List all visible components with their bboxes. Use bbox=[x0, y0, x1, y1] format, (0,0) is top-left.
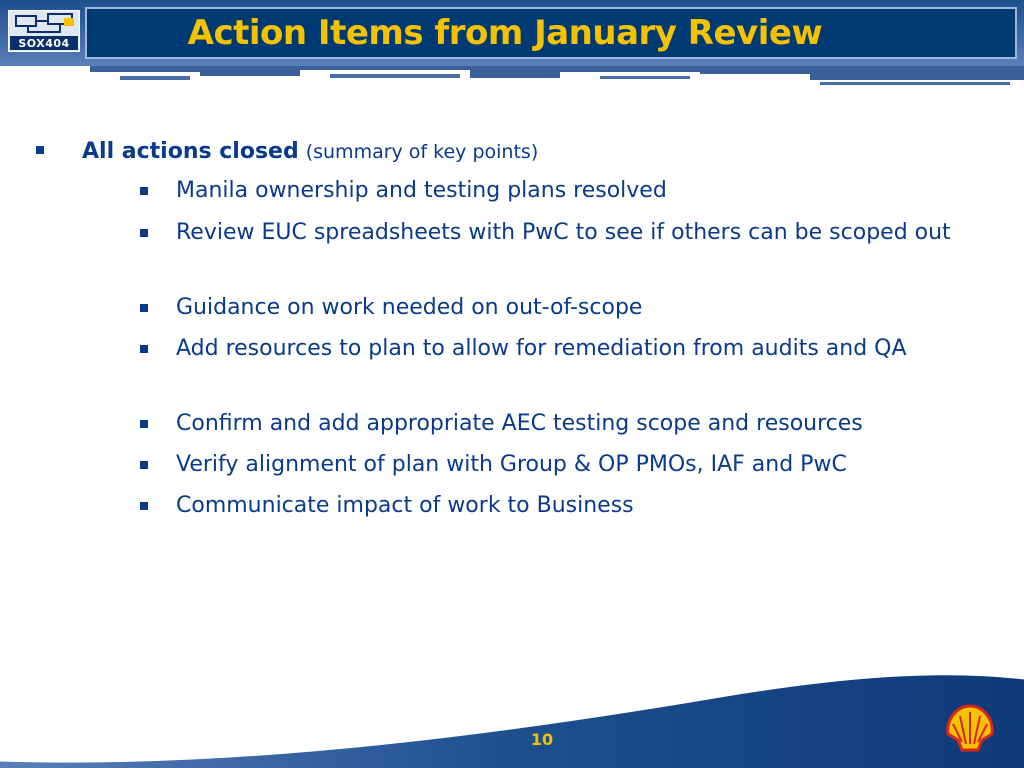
bullet-square-icon bbox=[140, 187, 148, 195]
bullet-square-icon bbox=[140, 345, 148, 353]
list-item bbox=[140, 216, 980, 250]
bullet-square-icon bbox=[36, 146, 44, 154]
list-item-text: Review EUC spreadsheets with PwC to see if others can be scoped out bbox=[176, 220, 951, 245]
bullet-square-icon bbox=[140, 304, 148, 312]
list-item bbox=[140, 291, 980, 325]
shell-logo-icon bbox=[944, 704, 996, 752]
heading-bold: All actions closed bbox=[82, 139, 299, 164]
list-item bbox=[140, 489, 980, 523]
logo-text: SOX404 bbox=[18, 37, 70, 50]
list-item-text: Verify alignment of plan with Group & OP PMOs, IAF and PwC bbox=[176, 452, 847, 477]
page-number: 10 bbox=[530, 730, 554, 749]
heading-note: (summary of key points) bbox=[305, 141, 539, 163]
top-level-text bbox=[82, 134, 538, 170]
bullet-square-icon bbox=[140, 502, 148, 510]
list-item-text: Guidance on work needed on out-of-scope bbox=[176, 295, 643, 320]
list-item-text: Add resources to plan to allow for remediation from audits and QA bbox=[176, 336, 907, 361]
list-item bbox=[140, 174, 980, 208]
bullet-square-icon bbox=[140, 461, 148, 469]
list-item bbox=[140, 332, 980, 366]
bullet-square-icon bbox=[140, 420, 148, 428]
bullet-square-icon bbox=[140, 229, 148, 237]
page-title: Action Items from January Review bbox=[187, 13, 823, 53]
list-item bbox=[140, 407, 980, 441]
footer-wave bbox=[0, 660, 1024, 768]
list-item-text: Manila ownership and testing plans resolved bbox=[176, 178, 667, 203]
list-item-text: Communicate impact of work to Business bbox=[176, 493, 634, 518]
list-item bbox=[140, 448, 980, 482]
list-item-text: Confirm and add appropriate AEC testing scope and resources bbox=[176, 411, 863, 436]
